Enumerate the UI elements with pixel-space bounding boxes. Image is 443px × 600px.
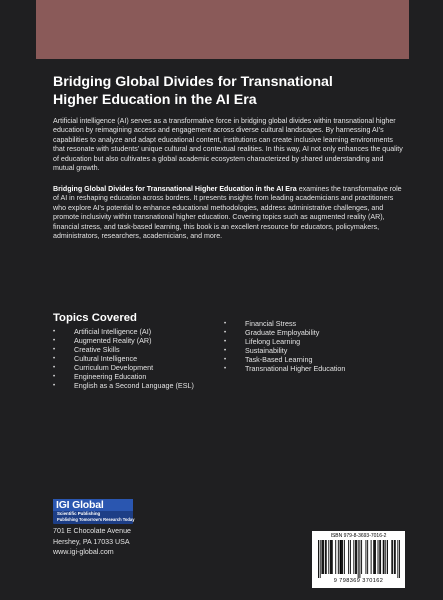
description-book-title: Bridging Global Divides for Transnational Higher Education in the AI Era (53, 185, 297, 193)
barcode-bar (395, 540, 396, 574)
barcode-bar (385, 540, 386, 574)
topic-item (224, 365, 404, 374)
topic-item (53, 382, 218, 391)
publisher-logo (53, 499, 133, 524)
topic-label: Graduate Employability (245, 327, 320, 337)
barcode-bar (348, 540, 349, 574)
barcode-bar (344, 540, 345, 574)
barcode-bar (355, 540, 356, 574)
barcode-bars (318, 540, 400, 578)
topics-list-right (224, 320, 404, 374)
barcode-bar (342, 540, 343, 574)
barcode-bar (356, 540, 357, 574)
barcode-bar (387, 540, 388, 574)
topic-label: Financial Stress (245, 319, 297, 328)
barcode-bar (328, 540, 329, 574)
barcode-bar (391, 540, 392, 574)
barcode-bar (365, 540, 366, 574)
barcode-bar (321, 540, 322, 574)
bullet-icon: • (53, 355, 56, 362)
barcode-bar (379, 540, 380, 574)
barcode-bar (394, 540, 395, 574)
book-title-line-1: Bridging Global Divides for Transnational (53, 74, 333, 90)
bullet-icon: • (224, 365, 227, 372)
barcode-bar (359, 540, 360, 578)
barcode-bar (358, 540, 359, 578)
description-text: examines the transformative role of AI in reshaping education across borders. It presents insights from leading academicians and practitioners who explore AI's potential to enhance educational methodologies, address administrative challenges, and promote inclusivity within transnational higher education. Covering topics such as augmented reality (AR), financial stress, and task-based learning, this book is an excellent resource for educators, policymakers, administrators, researchers, academicians, and more. (53, 185, 402, 241)
barcode-bar (374, 540, 375, 574)
barcode-bar (361, 540, 362, 574)
barcode-bar (378, 540, 379, 574)
barcode-bar (397, 540, 398, 578)
barcode-bar (367, 540, 368, 574)
address-line-2: Hershey, PA 17033 USA (53, 537, 130, 546)
barcode-bar (330, 540, 331, 574)
topic-label: English as a Second Language (ESL) (74, 380, 194, 390)
topic-label: Cultural Intelligence (74, 353, 138, 363)
description-paragraph (53, 185, 405, 242)
barcode-bar (320, 540, 321, 578)
logo-tagline-2: Publishing Tomorrow's Research Today (57, 517, 135, 522)
barcode-bar (375, 540, 376, 574)
isbn-number: ISBN 979-8-3693-7016-2 (330, 533, 387, 539)
barcode-bar (323, 540, 324, 574)
bullet-icon: • (224, 321, 227, 327)
barcode-bar (331, 540, 332, 574)
intro-paragraph: Artificial intelligence (AI) serves as a transformative force in bridging global divides within transnational higher education by reimagining access and engagement across diverse cultural landscapes. By harnessing AI's capabilities to analyze and adapt educational content, institutions can create inclusive learning environments that resonate with students' unique cultural and contextual realities. In this way, AI not only enhances the quality of education but also cultivates a global academic ecosystem characterized by shared understanding and mutual growth. (53, 117, 403, 173)
topic-label: Lifelong Learning (245, 336, 301, 346)
topic-label: Sustainability (245, 345, 288, 355)
bullet-icon: • (224, 347, 227, 354)
barcode-bar (383, 540, 384, 574)
barcode-bar (332, 540, 333, 574)
bullet-icon: • (224, 356, 227, 363)
bullet-icon: • (53, 364, 56, 371)
topic-label: Creative Skills (74, 344, 120, 354)
barcode-bar (392, 540, 393, 574)
topics-heading: Topics Covered (53, 312, 137, 324)
barcode-bar (353, 540, 354, 574)
barcode-bar (350, 540, 351, 574)
barcode-bar (322, 540, 323, 574)
barcode-bar (384, 540, 385, 574)
book-title (53, 74, 403, 109)
topic-label: Curriculum Development (74, 362, 154, 372)
barcode-bar (340, 540, 341, 574)
barcode-bar (371, 540, 372, 574)
topic-label: Engineering Education (74, 371, 147, 381)
barcode-bar (373, 540, 374, 574)
logo-tagline-1: Scientific Publishing (57, 511, 101, 516)
barcode-bar (318, 540, 319, 578)
barcode-bar (380, 540, 381, 574)
top-color-band (36, 0, 409, 59)
barcode-bar (335, 540, 336, 574)
barcode-bar (341, 540, 342, 574)
barcode-bar (325, 540, 326, 574)
topic-label: Task-Based Learning (245, 354, 313, 364)
bullet-icon: • (53, 329, 56, 335)
topic-label: Augmented Reality (AR) (74, 335, 152, 345)
barcode-digits: 9 798369 370162 (333, 578, 384, 584)
bullet-icon: • (224, 329, 227, 336)
isbn-barcode (312, 531, 405, 588)
address-line-1: 701 E Chocolate Avenue (53, 527, 131, 535)
barcode-bar (338, 540, 339, 574)
topics-list-left (53, 328, 218, 391)
publisher-address (53, 526, 131, 558)
bullet-icon: • (53, 382, 56, 389)
bullet-icon: • (53, 346, 56, 353)
bullet-icon: • (53, 337, 56, 344)
barcode-bar (399, 540, 400, 578)
barcode-bar (340, 540, 341, 574)
bullet-icon: • (224, 338, 227, 345)
topic-label: Artificial Intelligence (AI) (74, 327, 152, 336)
publisher-website: www.igi-global.com (53, 548, 114, 557)
barcode-bar (326, 540, 327, 574)
logo-brand-name: IGI Global (56, 499, 104, 511)
book-title-line-2: Higher Education in the AI Era (53, 91, 257, 108)
topic-label: Transnational Higher Education (245, 363, 346, 373)
bullet-icon: • (53, 373, 56, 380)
